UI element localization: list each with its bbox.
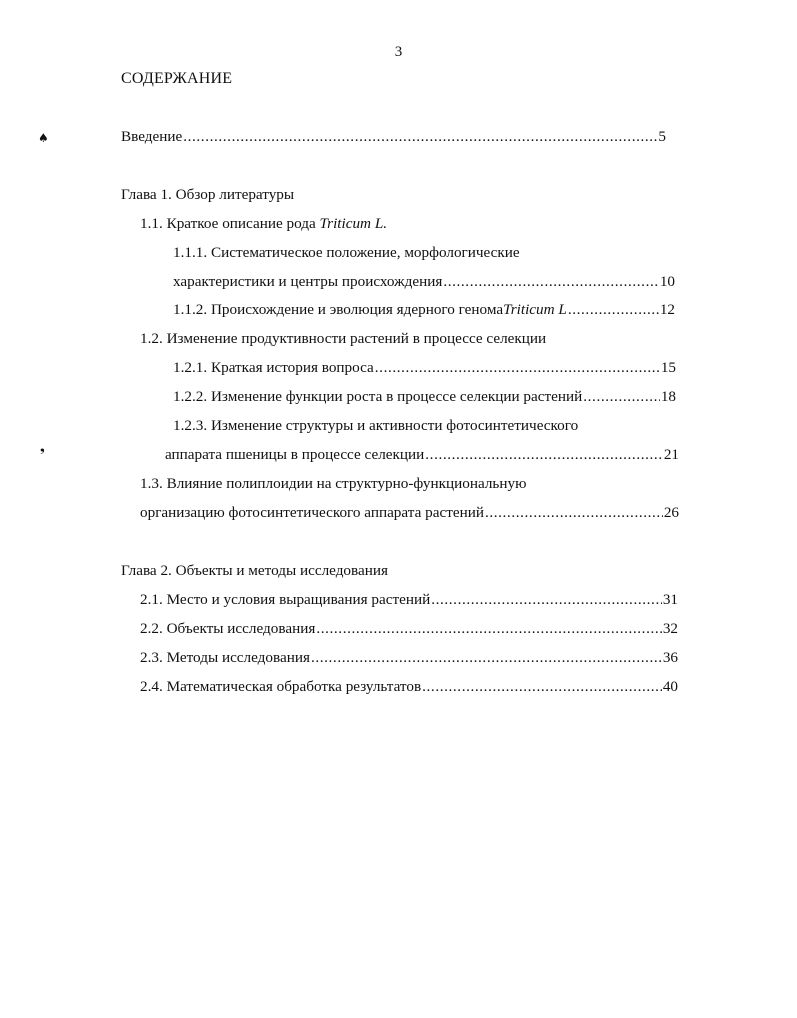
- toc-page-number: 21: [663, 446, 679, 463]
- toc-chapter-1[interactable]: [121, 185, 294, 205]
- toc-entry-label: 1.1. Краткое описание рода: [140, 215, 320, 232]
- toc-entry-label: 1.2.3. Изменение структуры и активности фотосинтетического: [173, 417, 579, 434]
- toc-section-1-3-cont[interactable]: [140, 503, 679, 523]
- dot-leader: [568, 300, 659, 320]
- toc-entry-italic: Triticum L.: [319, 215, 388, 232]
- toc-page-number: 12: [659, 301, 675, 318]
- toc-section-2-1[interactable]: [140, 590, 678, 610]
- toc-section-1-1-1-cont[interactable]: [173, 272, 675, 292]
- toc-entry-label: 1.3. Влияние полиплоидии на структурно-функциональную: [140, 475, 527, 492]
- toc-page-number: 32: [662, 620, 678, 637]
- toc-entry-label: 1.1.2. Происхождение и эволюция ядерного генома: [173, 301, 504, 318]
- toc-entry-label: 1.1.1. Систематическое положение, морфологические: [173, 244, 520, 261]
- toc-section-1-3[interactable]: [140, 474, 526, 494]
- toc-entry-label: аппарата пшеницы в процессе селекции: [165, 446, 425, 463]
- toc-section-1-1[interactable]: [140, 214, 387, 234]
- toc-section-1-2[interactable]: [140, 329, 546, 349]
- page-title: СОДЕРЖАНИЕ: [121, 70, 233, 87]
- toc-page-number: 10: [659, 273, 675, 290]
- bullet-mark-icon: ♠: [38, 131, 49, 145]
- toc-entry-label: 1.2. Изменение продуктивности растений в процессе селекции: [140, 330, 547, 347]
- toc-chapter-2[interactable]: [121, 561, 388, 581]
- toc-section-1-1-2[interactable]: [173, 300, 675, 320]
- toc-entry-label: 2.1. Место и условия выращивания растений: [140, 591, 431, 608]
- toc-section-1-2-3-cont[interactable]: [165, 445, 679, 465]
- toc-entry-label: Глава 1. Обзор литературы: [121, 186, 295, 203]
- toc-page-number: 15: [660, 359, 676, 376]
- comma-mark-icon: ❟: [40, 440, 45, 454]
- toc-section-1-1-1[interactable]: [173, 243, 520, 263]
- toc-page-number: 26: [663, 504, 679, 521]
- toc-entry-intro[interactable]: [121, 127, 666, 147]
- toc-page-number: 40: [662, 678, 678, 695]
- dot-leader: [425, 445, 663, 465]
- toc-entry-label: характеристики и центры происхождения: [173, 273, 443, 290]
- toc-section-1-2-3[interactable]: [173, 416, 578, 436]
- toc-entry-label: организацию фотосинтетического аппарата растений: [140, 504, 484, 521]
- toc-entry-label: Глава 2. Объекты и методы исследования: [121, 562, 388, 579]
- toc-section-2-2[interactable]: [140, 619, 678, 639]
- toc-section-1-2-1[interactable]: [173, 358, 676, 378]
- toc-entry-label: Введение: [121, 128, 183, 145]
- dot-leader: [375, 358, 660, 378]
- dot-leader: [583, 387, 660, 407]
- toc-page-number: 18: [660, 388, 676, 405]
- toc-page-number: 5: [658, 128, 666, 145]
- toc-entry-label: 1.2.1. Краткая история вопроса: [173, 359, 374, 376]
- toc-entry-label: 1.2.2. Изменение функции роста в процессе селекции растений: [173, 388, 583, 405]
- dot-leader: [443, 272, 659, 292]
- toc-section-1-2-2[interactable]: [173, 387, 676, 407]
- dot-leader: [485, 503, 663, 523]
- toc-section-2-3[interactable]: [140, 648, 678, 668]
- toc-page-number: 36: [662, 649, 678, 666]
- toc-section-2-4[interactable]: [140, 677, 678, 697]
- page-number: 3: [394, 44, 403, 60]
- dot-leader: [311, 648, 662, 668]
- dot-leader: [422, 677, 662, 697]
- toc-entry-italic: Triticum L: [503, 301, 567, 318]
- toc-entry-label: 2.3. Методы исследования: [140, 649, 310, 666]
- dot-leader: [431, 590, 662, 610]
- dot-leader: [316, 619, 662, 639]
- toc-entry-label: 2.4. Математическая обработка результатов: [140, 678, 422, 695]
- toc-page-number: 31: [662, 591, 678, 608]
- toc-entry-label: 2.2. Объекты исследования: [140, 620, 316, 637]
- dot-leader: [183, 127, 657, 147]
